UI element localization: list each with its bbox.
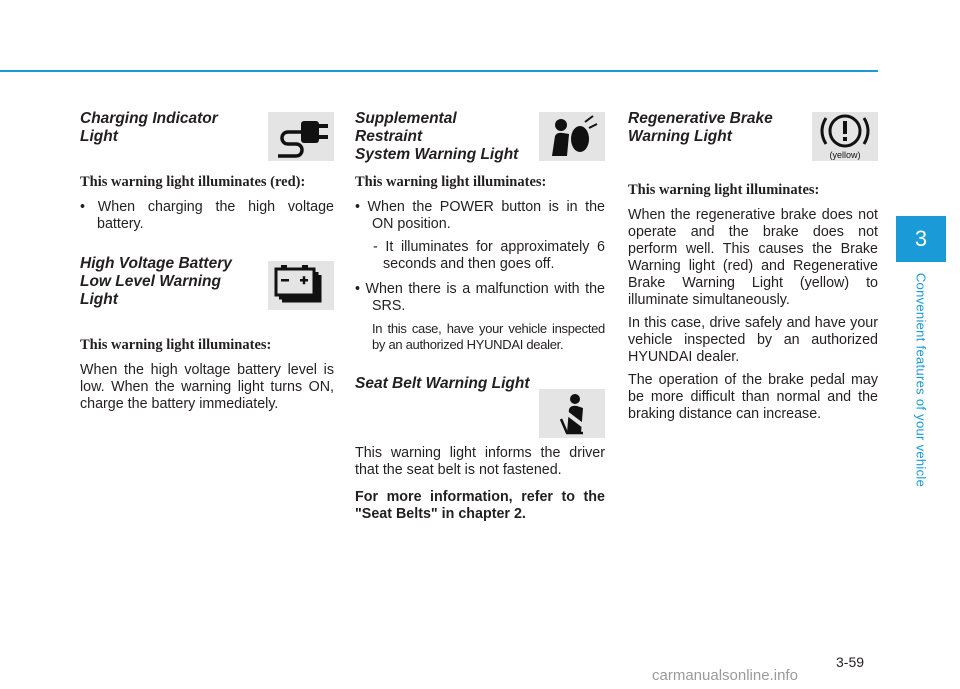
regen-intro: This warning light illuminates: [628,182,820,198]
seatbelt-title: Seat Belt Warning Light [355,375,530,392]
brake-icon-caption: (yellow) [829,150,861,160]
seatbelt-icon [539,389,605,438]
srs-bullet-malfunction: • When there is a malfunction with the SRS. [355,281,605,314]
seatbelt-reference: For more information, refer to the "Seat Belts" in chapter 2. [355,489,605,522]
srs-section-header [355,110,605,162]
charging-bullet: • When charging the high voltage battery. [80,199,334,232]
regen-section-header [628,110,878,162]
charging-plug-icon [268,112,334,161]
column-1 [80,110,334,419]
airbag-icon [539,112,605,161]
srs-intro: This warning light illuminates: [355,174,547,190]
chapter-tab: 3 [896,216,946,262]
srs-sub-duration: - It illuminates for approximately 6 seconds and then goes off. [373,239,605,272]
brake-warning-icon [812,112,878,161]
srs-bullet-power: • When the POWER button is in the ON position. [355,199,605,232]
seatbelt-section-header [355,375,605,441]
regen-paragraph-3: The operation of the brake pedal may be more difficult than normal and the braking distance can increase. [628,372,878,422]
chapter-title: Convenient features of your vehicle [913,272,929,488]
battery-text: When the high voltage battery level is low. When the warning light turns ON, charge the battery immediately. [80,362,334,412]
regen-title: Regenerative Brake Warning Light [628,110,773,145]
regen-paragraph-2: In this case, drive safely and have your vehicle inspected by an authorized HYUNDAI dealer. [628,315,878,365]
charging-intro: This warning light illuminates (red): [80,174,306,190]
battery-icon [268,261,334,310]
page-number: 3-59 [836,654,865,670]
column-3 [628,110,878,429]
charging-title: Charging Indicator Light [80,110,218,145]
battery-section-header [80,255,334,325]
seatbelt-text: This warning light informs the driver that the seat belt is not fastened. [355,445,605,478]
watermark: carmanualsonline.info [652,667,798,684]
regen-paragraph-1: When the regenerative brake does not operate and the brake does not perform well. This causes the Brake Warning light (red) and Regenerative Brake Warning Light (yellow) to illuminate simultaneously. [628,207,878,308]
srs-note: In this case, have your vehicle inspected by an authorized HYUNDAI dealer. [372,321,605,352]
column-2 [355,110,605,529]
charging-section-header [80,110,334,162]
battery-title: High Voltage Battery Low Level Warning Light [80,255,232,308]
top-rule [0,70,878,72]
battery-intro: This warning light illuminates: [80,337,272,353]
srs-title: Supplemental Restraint System Warning Light [355,110,519,163]
